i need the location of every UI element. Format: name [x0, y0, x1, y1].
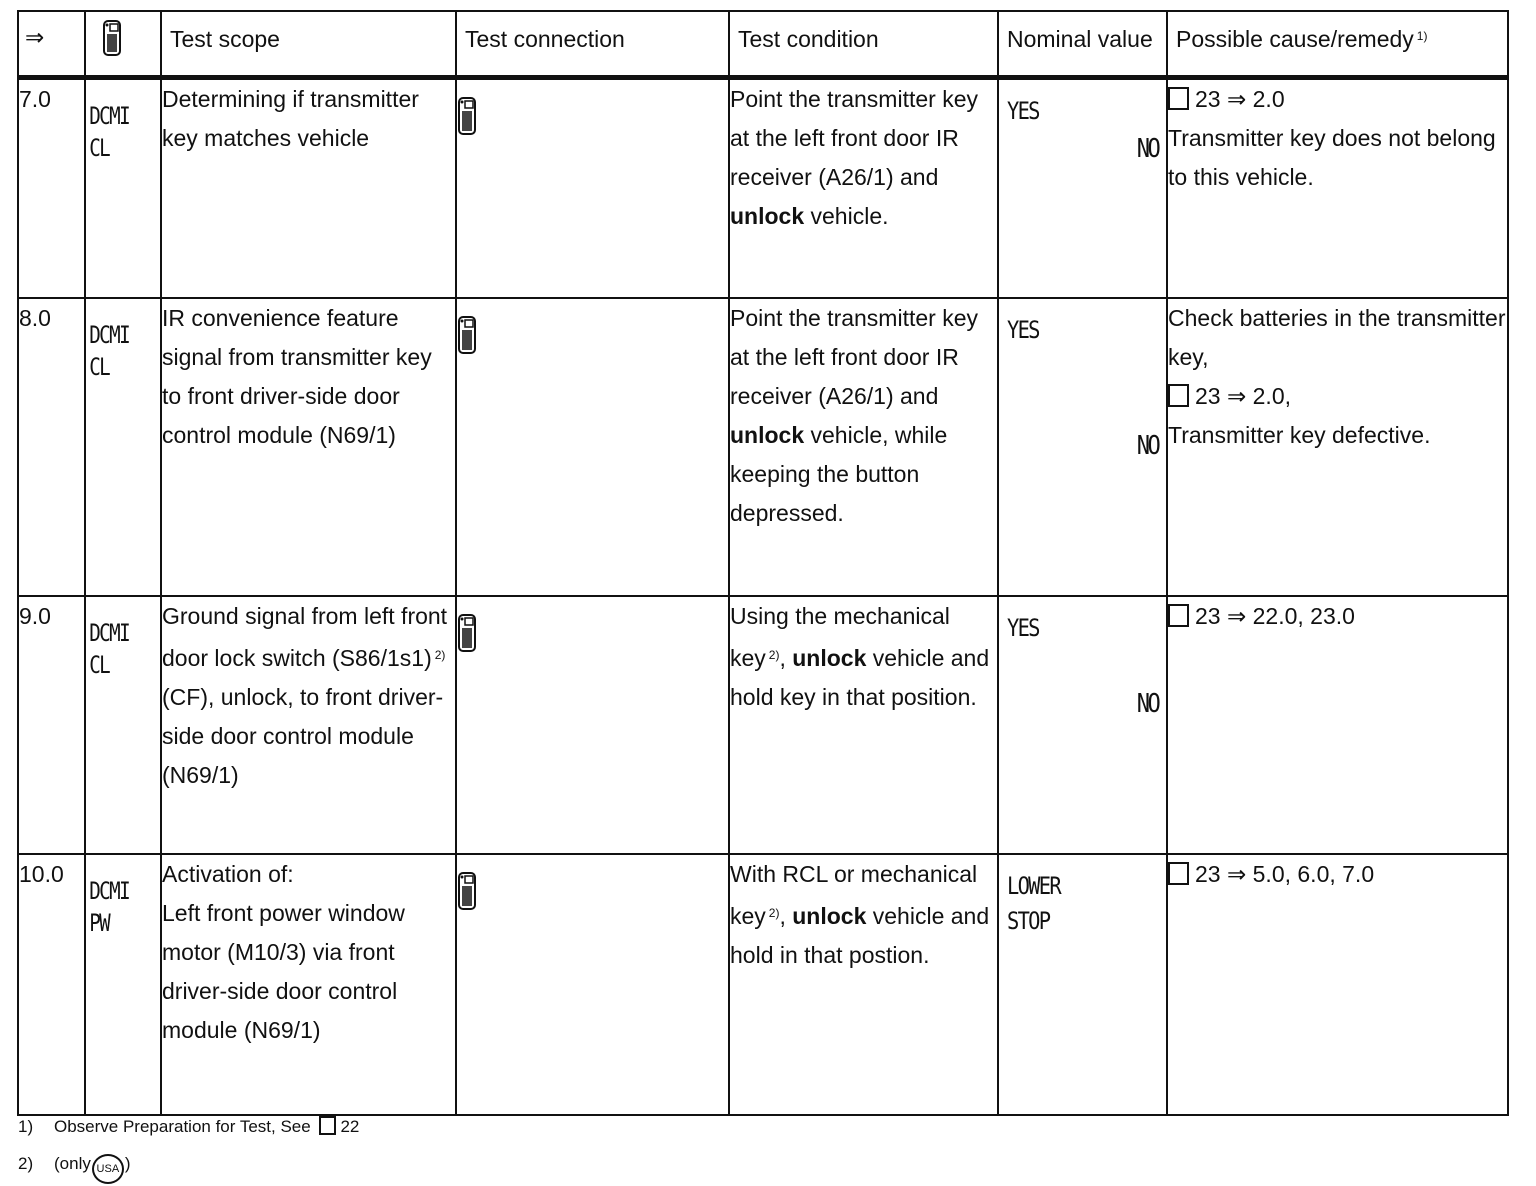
test-connection-header: Test connection — [456, 11, 729, 77]
table-row — [18, 77, 1508, 298]
footnote-2: 2) (only USA ) — [18, 1154, 131, 1184]
test-connection — [456, 596, 729, 854]
nominal-value: LOWER STOP — [998, 854, 1167, 1115]
test-connection — [456, 77, 729, 298]
remote-key-icon — [457, 614, 477, 657]
display-code: DCMI CL — [85, 298, 161, 596]
remote-key-icon — [85, 11, 161, 77]
test-scope: Determining if transmitter key matches vehicle — [161, 77, 456, 298]
reference-box-icon — [1168, 87, 1189, 110]
display-code: DCMI CL — [85, 77, 161, 298]
test-scope: Activation of: Left front power window motor (M10/3) via front driver-side door control module (N69/1) — [161, 854, 456, 1115]
step-number: 9.0 — [18, 596, 85, 854]
reference-box-icon — [1168, 862, 1189, 885]
footnote-1: 1) Observe Preparation for Test, See 22 — [18, 1117, 360, 1136]
test-connection — [456, 854, 729, 1115]
reference-box-icon — [319, 1116, 336, 1135]
diagnostic-test-table — [17, 10, 1509, 1116]
possible-cause: 23 ⇒ 5.0, 6.0, 7.0 — [1167, 854, 1508, 1115]
nominal-value: YES NO — [998, 77, 1167, 298]
nominal-value: YES NO — [998, 596, 1167, 854]
nominal-value: YES NO — [998, 298, 1167, 596]
test-scope: Ground signal from left front door lock switch (S86/1s1) $^{2)}$ (CF), unlock, to front driver-side door control module (N69/1) — [161, 596, 456, 854]
nominal-value-header: Nominal value — [998, 11, 1167, 77]
reference-box-icon — [1168, 384, 1189, 407]
test-scope-header: Test scope — [161, 11, 456, 77]
possible-cause: Check batteries in the transmitter key, 23 ⇒ 2.0, Transmitter key defective. — [1167, 298, 1508, 596]
test-scope: IR convenience feature signal from transmitter key to front driver-side door control module (N69/1) — [161, 298, 456, 596]
table-header-row — [18, 11, 1508, 77]
possible-cause: 23 ⇒ 2.0 Transmitter key does not belong to this vehicle. — [1167, 77, 1508, 298]
table-row — [18, 298, 1508, 596]
table-row — [18, 854, 1508, 1115]
remote-key-icon — [457, 872, 477, 915]
test-condition: With RCL or mechanical key $^{2)}$, unlock vehicle and hold in that postion. — [729, 854, 998, 1115]
possible-cause-header: Possible cause/remedy $^{1)}$ — [1167, 11, 1508, 77]
usa-badge: USA — [92, 1154, 124, 1184]
step-number: 7.0 — [18, 77, 85, 298]
test-condition: Point the transmitter key at the left front door IR receiver (A26/1) and unlock vehicle. — [729, 77, 998, 298]
test-condition: Point the transmitter key at the left front door IR receiver (A26/1) and unlock vehicle, while keeping the button depressed. — [729, 298, 998, 596]
test-condition: Using the mechanical key $^{2)}$, unlock vehicle and hold key in that position. — [729, 596, 998, 854]
display-code: DCMI CL — [85, 596, 161, 854]
arrow-header: ⇒ — [18, 11, 85, 77]
display-code: DCMI PW — [85, 854, 161, 1115]
step-number: 8.0 — [18, 298, 85, 596]
reference-box-icon — [1168, 604, 1189, 627]
remote-key-icon — [457, 97, 477, 140]
possible-cause: 23 ⇒ 22.0, 23.0 — [1167, 596, 1508, 854]
remote-key-icon — [457, 316, 477, 359]
test-condition-header: Test condition — [729, 11, 998, 77]
test-connection — [456, 298, 729, 596]
table-row — [18, 596, 1508, 854]
step-number: 10.0 — [18, 854, 85, 1115]
